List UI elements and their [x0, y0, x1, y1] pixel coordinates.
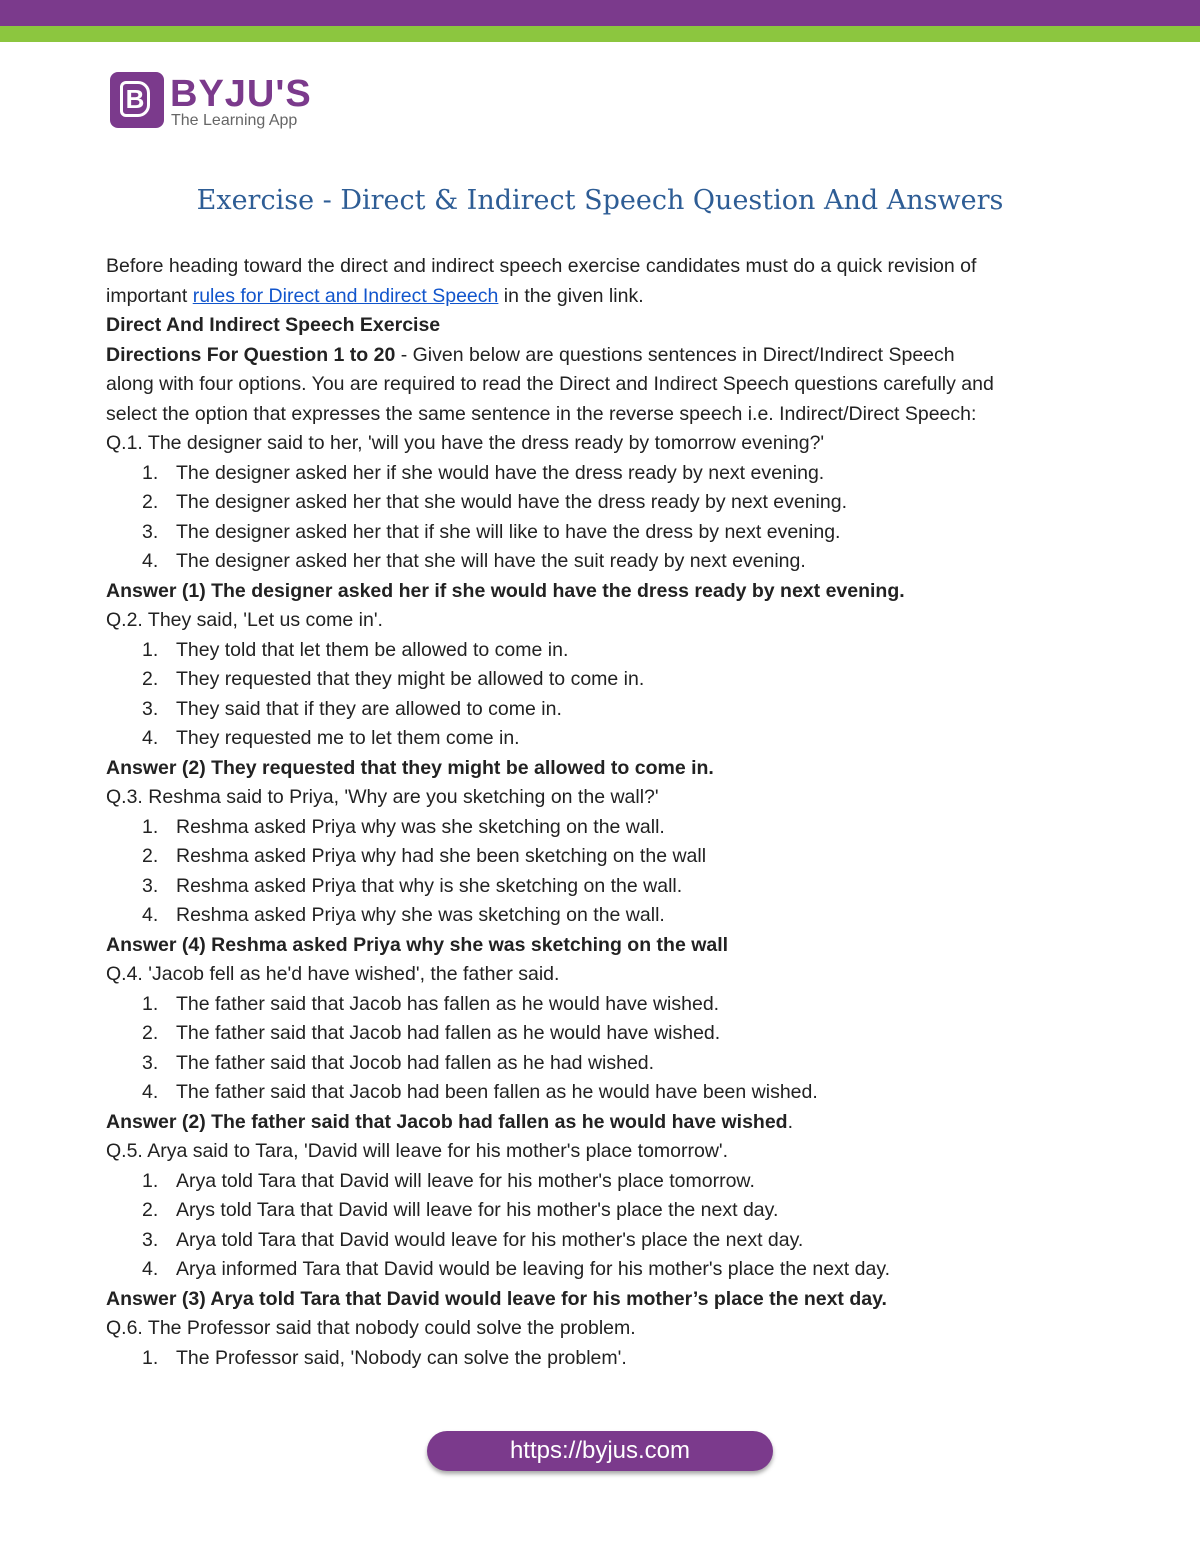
answer-suffix: .: [787, 1110, 793, 1133]
option-number: 1.: [142, 461, 159, 484]
option-text: The designer asked her that she would have the dress ready by next evening.: [176, 491, 847, 513]
option-item: [106, 547, 1106, 577]
option-number: 2.: [142, 1199, 159, 1221]
option-text: They requested that they might be allowed to come in.: [176, 668, 645, 690]
option-number: 3.: [142, 697, 159, 720]
option-text: Arya informed Tara that David would be leaving for his mother's place the next day.: [176, 1258, 891, 1280]
option-text: Reshma asked Priya why she was sketching on the wall.: [176, 904, 665, 926]
option-item: [106, 724, 1106, 754]
option-number: 4.: [142, 727, 159, 749]
answer-text: Answer (4) Reshma asked Priya why she was sketching on the wall: [106, 933, 729, 956]
option-text: The father said that Jacob has fallen as he would have wished.: [176, 992, 720, 1015]
option-item: [106, 1078, 1106, 1108]
question-text: Q.3. Reshma said to Priya, 'Why are you sketching on the wall?': [106, 786, 659, 808]
option-number: 3.: [142, 520, 159, 543]
directions-line-2: along with four options. You are required to read the Direct and Indirect Speech questions carefully and: [106, 373, 994, 395]
question-text: Q.2. They said, 'Let us come in'.: [106, 609, 383, 631]
option-number: 2.: [142, 1022, 159, 1044]
option-text: The Professor said, 'Nobody can solve the problem'.: [176, 1346, 627, 1369]
intro-line-2: [106, 282, 1106, 312]
option-number: 1.: [142, 815, 159, 838]
option-item: [106, 872, 1106, 902]
logo-letter: B: [120, 81, 150, 117]
option-item: [106, 901, 1106, 931]
directions-label: Directions For Question 1 to 20: [106, 343, 396, 366]
option-item: [106, 459, 1106, 489]
option-number: 1.: [142, 992, 159, 1015]
logo-name: BYJU'S: [170, 73, 312, 115]
option-text: Reshma asked Priya why had she been sketching on the wall: [176, 845, 707, 867]
option-item: [106, 1226, 1106, 1256]
option-item: [106, 1019, 1106, 1049]
answer-line: [106, 931, 1106, 961]
question-text: Q.5. Arya said to Tara, 'David will leave for his mother's place tomorrow'.: [106, 1140, 729, 1162]
option-item: [106, 1167, 1106, 1197]
answer-text: Answer (1) The designer asked her if she would have the dress ready by next evening.: [106, 579, 905, 602]
answer-text: Answer (2) They requested that they might be allowed to come in.: [106, 756, 714, 779]
option-number: 3.: [142, 1228, 159, 1251]
option-text: The father said that Jocob had fallen as he had wished.: [176, 1051, 655, 1074]
option-text: They requested me to let them come in.: [176, 727, 520, 749]
option-text: Reshma asked Priya why was she sketching on the wall.: [176, 815, 665, 838]
logo-badge-icon: [110, 72, 164, 128]
answer-line: [106, 1108, 1106, 1138]
option-number: 4.: [142, 1258, 159, 1280]
option-number: 3.: [142, 874, 159, 897]
option-item: [106, 636, 1106, 666]
question-text: Q.6. The Professor said that nobody could solve the problem.: [106, 1317, 636, 1339]
option-item: [106, 518, 1106, 548]
option-text: The father said that Jacob had been fallen as he would have been wished.: [176, 1081, 818, 1103]
option-item: [106, 1049, 1106, 1079]
option-number: 4.: [142, 1081, 159, 1103]
option-text: They said that if they are allowed to come in.: [176, 697, 562, 720]
option-item: [106, 695, 1106, 725]
option-text: Arya told Tara that David will leave for his mother's place tomorrow.: [176, 1169, 755, 1192]
question-list: [106, 429, 1106, 1373]
option-item: [106, 1255, 1106, 1285]
header-band-purple: [0, 0, 1200, 26]
option-number: 1.: [142, 1169, 159, 1192]
option-text: The designer asked her that she will have the suit ready by next evening.: [176, 550, 806, 572]
rules-link[interactable]: rules for Direct and Indirect Speech: [192, 284, 499, 307]
document-body: [106, 252, 1106, 1373]
option-item: [106, 1196, 1106, 1226]
option-number: 1.: [142, 1346, 159, 1369]
intro-prefix: important: [106, 284, 193, 307]
option-number: 2.: [142, 668, 159, 690]
answer-line: [106, 1285, 1106, 1315]
question-text: Q.1. The designer said to her, 'will you have the dress ready by tomorrow evening?': [106, 432, 825, 454]
option-item: [106, 488, 1106, 518]
option-number: 2.: [142, 491, 159, 513]
answer-text: Answer (2) The father said that Jacob had fallen as he would have wished: [106, 1110, 788, 1133]
section-heading: Direct And Indirect Speech Exercise: [106, 314, 441, 336]
option-text: The father said that Jacob had fallen as he would have wished.: [176, 1022, 721, 1044]
page-title: Exercise - Direct & Indirect Speech Question And Answers: [196, 185, 1004, 216]
option-text: Arys told Tara that David will leave for his mother's place the next day.: [176, 1199, 779, 1221]
answer-text: Answer (3) Arya told Tara that David would leave for his mother’s place the next day.: [106, 1287, 887, 1310]
option-number: 4.: [142, 550, 159, 572]
header-band-green: [0, 26, 1200, 42]
option-number: 3.: [142, 1051, 159, 1074]
option-item: [106, 1344, 1106, 1374]
option-text: Reshma asked Priya that why is she sketching on the wall.: [176, 874, 683, 897]
question-text: Q.4. 'Jacob fell as he'd have wished', the father said.: [106, 963, 560, 985]
intro-suffix: in the given link.: [498, 284, 644, 307]
intro-line-1: Before heading toward the direct and indirect speech exercise candidates must do a quick revision of: [106, 255, 977, 277]
option-number: 1.: [142, 638, 159, 661]
directions-text: - Given below are questions sentences in Direct/Indirect Speech: [395, 343, 955, 366]
option-item: [106, 990, 1106, 1020]
option-text: The designer asked her that if she will like to have the dress by next evening.: [176, 520, 841, 543]
option-text: Arya told Tara that David would leave for his mother's place the next day.: [176, 1228, 804, 1251]
logo-tagline: The Learning App: [171, 112, 298, 129]
option-text: The designer asked her if she would have the dress ready by next evening.: [176, 461, 825, 484]
answer-line: [106, 754, 1106, 784]
option-text: They told that let them be allowed to come in.: [176, 638, 569, 661]
directions-line-1: [106, 341, 1106, 371]
option-item: [106, 813, 1106, 843]
option-number: 4.: [142, 904, 159, 926]
option-item: [106, 842, 1106, 872]
answer-line: [106, 577, 1106, 607]
footer-url-badge[interactable]: https://byjus.com: [427, 1431, 773, 1471]
option-item: [106, 665, 1106, 695]
directions-line-3: select the option that expresses the same sentence in the reverse speech i.e. Indirect/Direct Speech:: [106, 402, 977, 425]
option-number: 2.: [142, 845, 159, 867]
